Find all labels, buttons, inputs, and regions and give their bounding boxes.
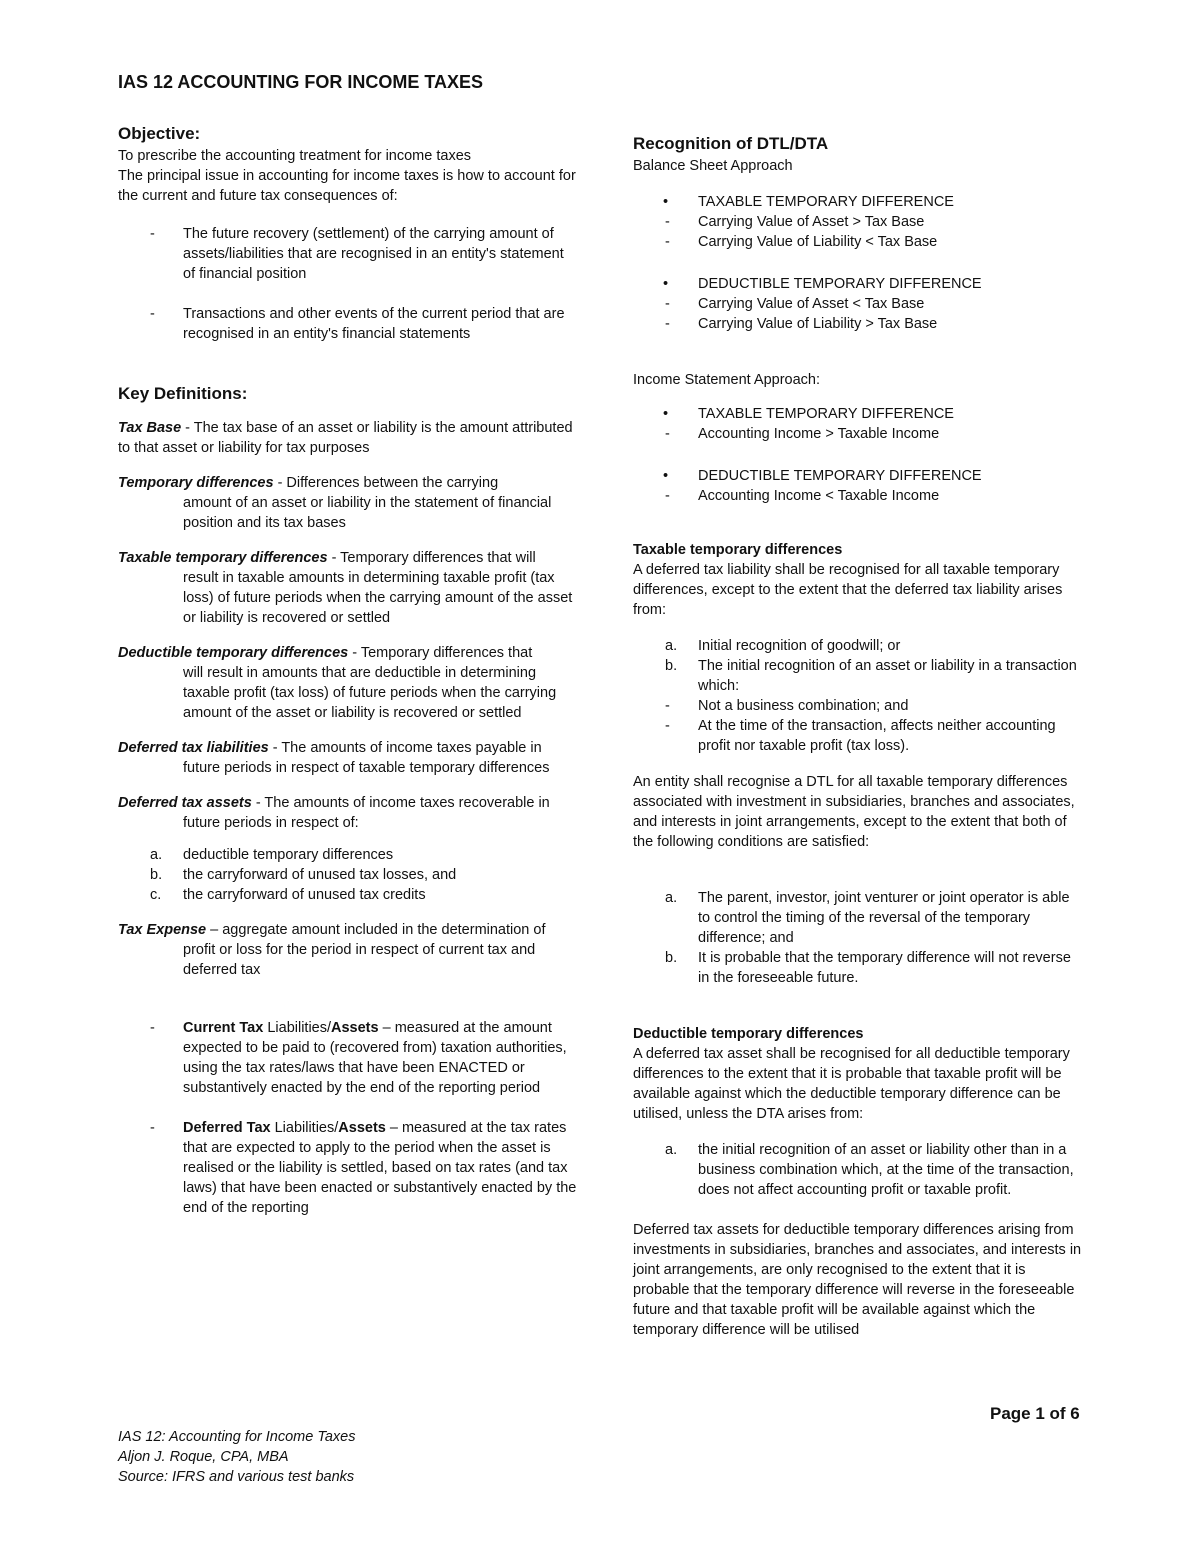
taxable-exceptions-list [633,636,1083,696]
list-item-text: It is probable that the temporary difference will not reverse in the foreseeable future. [698,950,1071,986]
bold-text: Current Tax [183,1020,264,1036]
definition-text: - The amounts of income taxes recoverable in [251,795,550,811]
list-marker: b. [150,867,163,883]
list-item-text: the carryforward of unused tax credits [183,887,426,903]
deductible-intro: A deferred tax asset shall be recognised for all deductible temporary differences to the extent that it is probable that taxable profit will be available against which the deductible temporary difference can be utilised, unless the DTA arises from: [633,1046,1070,1122]
bullet-item: • TAXABLE TEMPORARY DIFFERENCE [633,404,1083,424]
bold-text: Assets [338,1120,386,1136]
definition-term: Deferred tax liabilities [118,740,269,756]
taxable-paragraph-2: An entity shall recognise a DTL for all taxable temporary differences associated with investment in subsidiaries, branches and associates, and interests in joint arrangements, except to the extent that both of the following conditions are satisfied: [633,774,1075,850]
list-item: - Transactions and other events of the current period that are recognised in an entity's financial statements [118,304,578,344]
list-item [118,885,578,905]
document-title: IAS 12 ACCOUNTING FOR INCOME TAXES [118,72,484,92]
balance-sheet-approach-label: Balance Sheet Approach [633,158,793,174]
definition-continuation: amount of an asset or liability in the statement of financial position and its tax bases [183,495,552,531]
definition-tax-base [118,418,578,458]
list-item: - Carrying Value of Asset < Tax Base [633,294,1083,314]
taxable-temporary-heading: Taxable temporary differences [633,542,843,558]
definition-text: - Temporary differences that [348,645,533,661]
bs-taxable-bullet [633,192,1083,212]
list-item-deferred-tax [118,1118,578,1218]
definition-continuation: future periods in respect of taxable temporary differences [183,760,550,776]
definition-term: Tax Expense [118,922,207,938]
definition-deductible-temporary [118,643,578,723]
list-item-text: The initial recognition of an asset or liability in a transaction which: [698,658,1077,694]
list-marker: b. [665,950,678,966]
definition-continuation: future periods in respect of: [183,815,359,831]
list-item-text: – measured at the amount expected to be paid to (recovered from) taxation authorities, using the tax rates/laws that have been ENACTED or substantively enacted by the end of the reporting period [183,1020,567,1096]
definition-continuation: profit or loss for the period in respect of current tax and deferred tax [183,942,536,978]
bullet-item: • TAXABLE TEMPORARY DIFFERENCE [633,192,1083,212]
list-item: - The future recovery (settlement) of the carrying amount of assets/liabilities that are recognised in an entity's statement of financial position [118,224,578,284]
deductible-temporary-heading: Deductible temporary differences [633,1026,864,1042]
definition-deferred-tax-assets [118,793,578,833]
income-statement-approach-label: Income Statement Approach: [633,372,820,388]
deductible-paragraph-2: Deferred tax assets for deductible temporary differences arising from investments in subsidiaries, branches and associates, and interests in joint arrangements, are only recognised to the extent that it is probable that the temporary difference will reverse in the foreseeable future and that taxable profit will be available against which the temporary difference will be utilised [633,1222,1082,1338]
left-column [118,122,578,1218]
page-number: Page 1 of 6 [990,1404,1080,1423]
text: Liabilities/ [263,1020,332,1036]
list-item-text: – measured at the tax rates that are expected to apply to the period when the asset is realised or the liability is settled, based on tax rates (and tax laws) that have been enacted or substantively enacted by the end of the reporting [183,1120,577,1216]
definition-text: - Differences between the carrying [273,475,499,491]
definition-continuation: will result in amounts that are deductible in determining taxable profit (tax loss) of future periods when the carrying amount of the asset or liability is recovered or settled [183,665,557,721]
bs-taxable-list [633,212,1083,252]
list-marker: a. [150,847,163,863]
definition-term: Deferred tax assets [118,795,252,811]
is-taxable-bullet [633,404,1083,424]
definition-text: – aggregate amount included in the determination of [206,922,546,938]
bold-text: Deferred Tax [183,1120,271,1136]
list-item-text: deductible temporary differences [183,847,394,863]
definition-text: - Temporary differences that will [327,550,536,566]
list-item [633,888,1083,948]
right-column [633,132,1083,1340]
list-item [118,845,578,865]
footer-line: Source: IFRS and various test banks [118,1469,355,1485]
taxable-sub-list [633,696,1083,756]
definition-text: - The tax base of an asset or liability is the amount attributed to that asset or liability for tax purposes [118,420,573,456]
list-item-current-tax [118,1018,578,1098]
list-item-text: the initial recognition of an asset or liability other than in a business combination which, at the time of the transaction, does not affect accounting profit or taxable profit. [698,1142,1074,1198]
taxable-intro: A deferred tax liability shall be recognised for all taxable temporary differences, except to the extent that the deferred tax liability arises from: [633,562,1063,618]
list-item [118,865,578,885]
list-item [633,636,1083,656]
footer-line: IAS 12: Accounting for Income Taxes [118,1429,356,1445]
definition-term: Tax Base [118,420,182,436]
list-item [633,1140,1083,1200]
list-marker: a. [665,1142,678,1158]
bold-text: Assets [331,1020,379,1036]
list-item [633,656,1083,696]
deductible-exceptions-list [633,1140,1083,1200]
definition-text: - The amounts of income taxes payable in [268,740,542,756]
list-item: - Accounting Income > Taxable Income [633,424,1083,444]
deferred-tax-assets-list [118,845,578,905]
is-taxable-list [633,424,1083,444]
list-item: - Carrying Value of Liability > Tax Base [633,314,1083,334]
is-deductible-list [633,486,1083,506]
key-definitions-heading: Key Definitions: [118,384,248,403]
recognition-heading: Recognition of DTL/DTA [633,134,829,153]
objective-line-1: To prescribe the accounting treatment for income taxes [118,148,472,164]
definition-term: Temporary differences [118,475,274,491]
objective-heading: Objective: [118,124,201,143]
list-item-text: Initial recognition of goodwill; or [698,638,901,654]
list-marker: a. [665,638,678,654]
definition-taxable-temporary [118,548,578,628]
list-marker: c. [150,887,162,903]
list-item: - Not a business combination; and [633,696,1083,716]
objective-list [118,224,578,344]
definition-term: Taxable temporary differences [118,550,328,566]
objective-line-2: The principal issue in accounting for income taxes is how to account for the current and future tax consequences of: [118,168,576,204]
list-item: - Accounting Income < Taxable Income [633,486,1083,506]
list-item: - Carrying Value of Asset > Tax Base [633,212,1083,232]
list-marker: b. [665,658,678,674]
text: Liabilities/ [270,1120,339,1136]
bullet-item: • DEDUCTIBLE TEMPORARY DIFFERENCE [633,274,1083,294]
list-item: - Carrying Value of Liability < Tax Base [633,232,1083,252]
definition-tax-expense [118,920,578,980]
bullet-item: • DEDUCTIBLE TEMPORARY DIFFERENCE [633,466,1083,486]
list-item-text: the carryforward of unused tax losses, and [183,867,457,883]
footer-line: Aljon J. Roque, CPA, MBA [118,1449,289,1465]
definition-term: Deductible temporary differences [118,645,349,661]
definition-temporary-differences [118,473,578,533]
bs-deductible-list [633,294,1083,334]
definition-deferred-tax-liabilities [118,738,578,778]
tax-measurement-list [118,1018,578,1218]
list-item [633,948,1083,988]
bs-deductible-bullet [633,274,1083,294]
footer [118,1427,356,1487]
definition-continuation: result in taxable amounts in determining taxable profit (tax loss) of future periods when the carrying amount of the asset or liability is recovered or settled [183,570,573,626]
is-deductible-bullet [633,466,1083,486]
list-marker: a. [665,890,678,906]
list-item-text: The parent, investor, joint venturer or joint operator is able to control the timing of the reversal of the temporary difference; and [698,890,1070,946]
list-item: - At the time of the transaction, affects neither accounting profit nor taxable profit (tax loss). [633,716,1083,756]
taxable-conditions-list [633,888,1083,988]
